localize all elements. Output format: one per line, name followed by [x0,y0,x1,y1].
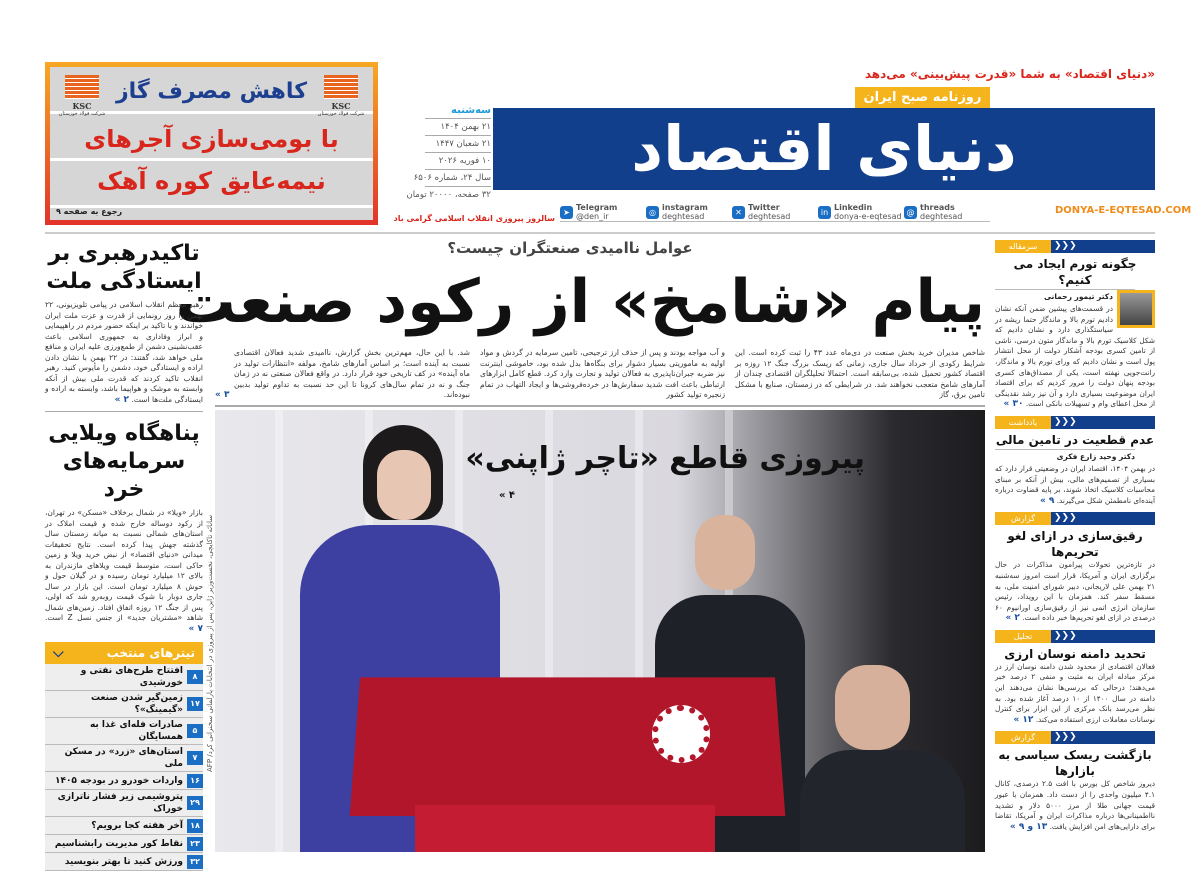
lunar-date: ۲۱ شعبان ۱۴۴۷ [425,135,491,152]
page-number: ۸ [187,670,203,684]
opinion-section [995,512,1155,624]
page-number: ۱۷ [187,697,203,711]
section-label: ❯❯❯ گزارش [995,512,1155,525]
social-linkedin[interactable]: in Linkedin donya-e-eqtesad [818,203,904,222]
photo-page-ref[interactable]: ۴ » [498,490,515,501]
chevrons-icon: ❯❯❯ [1051,240,1155,253]
page-number: ۳۲ [187,855,203,869]
photo-headline[interactable]: پیروزی قاطع «تاچر ژاپنی» [465,441,865,476]
selected-headlines-title: تیترهای منتخب ⌵ [45,642,203,664]
social-twitter[interactable]: ✕ Twitter deghtesad [732,203,818,222]
anniversary-note: سالروز پیروزی انقلاب اسلامی گرامی باد [393,214,555,223]
ad-ref: رجوع به صفحه ۹ [56,207,123,216]
opinion-section [995,731,1155,832]
headline-text: افتتاح طرح‌های نفتی و خورشیدی [80,666,183,688]
podium [350,677,786,816]
chevrons-icon: ❯❯❯ [1051,512,1155,525]
selected-headline-item[interactable] [45,835,203,853]
author: دکتر وحید زارع فکری [995,449,1135,462]
person-suit [800,750,965,852]
selected-headline-item[interactable] [45,853,203,871]
price: ۳۲ صفحه، ۲۰۰۰۰ تومان [425,186,491,203]
page-number: ۷ [187,751,203,765]
headline-text: واردات خودرو در بودجه ۱۴۰۵ [54,775,183,786]
social-instagram[interactable]: ◎ instagram deghtesad [646,203,732,222]
right-column [995,240,1155,838]
story-body: فعالان اقتصادی از محدود شدن دامنه نوسان ارز در مرکز مبادله ایران به مثبت و منفی ۲ درصد خبر می‌دهند؛ درحالی که بررسی‌ها نشان می‌دهند این دامنه در سال ۱۴۰۰ از ۱۰ درصد آغاز شده بود. به نظر می‌رسد بانک مرکزی از این ابزار برای کنترل نوسانات معاملات ارزی استفاده می‌کند. ۱۲ » [995,661,1156,725]
story-headline[interactable]: چگونه تورم ایجاد می کنیم؟ [1013,257,1137,287]
page-ref[interactable]: ۷ » [188,623,203,634]
story-body: رهبر معظم انقلاب اسلامی در پیامی تلویزیونی، ۲۲ بهمن را روز رونمایی از قدرت و عزت ملت ایران خواندند و با تاکید بر اینکه حضور مردم در راهپیمایی و ابراز وفاداری به جمهوری اسلامی باعث عقب‌نشینی دشمن از طمع‌ورزی علیه ایران و منافع ملی خواهد شد، گفتند: در ۲۲ بهمن با نشان دادن اراده و ایستادگی خود، دشمن را مأیوس کنید. رهبر انقلاب تاکید کردند که قدرت ملی بیش از آنکه وابسته به موشک و هواپیما باشد، وابسته به اراده و ایستادگی ملت‌ها است. ۲ » [45,300,203,405]
main-photo[interactable] [215,410,985,852]
page-number: ۱۶ [187,774,203,788]
left-column [45,240,203,871]
headline-text: نقاط کور مدیریت رابشناسیم [54,838,183,849]
solar-date: ۲۱ بهمن ۱۴۰۴ [425,118,491,135]
instagram-icon: ◎ [646,206,659,219]
selected-headline-item[interactable] [45,718,203,745]
ksc-logo: KSC شرکت فولاد خوزستان [315,75,367,118]
story-headline[interactable]: بازگشت ریسک سیاسی به بازارها [998,748,1152,779]
story-body: بازار «ویلا» در شمال برخلاف «مسکن» در تهران، از رکود دوساله خارج شده و قیمت املاک در استان‌های شمالی نسبت به میانه زمستان سال گذشته جهش پیدا کرده است. نتایج تحقیقات میدانی «دنیای اقتصاد» از نبض خرید ویلا و زمین حاکی است، متوسط قیمت ویلاهای مازندران به بالای ۱۲ میلیارد تومان رسیده و در گیلان حول و حوش ۸ میلیارد تومان است. این بازار در سال جاری دوبار با شوک قیمت روبه‌رو شد که اولی، پس از جنگ ۱۲ روزه اتفاق افتاد. زمین‌های شمال شاهد «مشتریان جدید» از جنس نسل Z است. ۷ » [45,508,204,634]
selected-headline-item[interactable] [45,790,203,817]
section-label: ❯❯❯ یادداشت [995,416,1155,429]
person-face [695,515,755,590]
website-link[interactable]: DONYA-E-EQTESAD.COM [1055,205,1192,216]
ad-line: کاهش مصرف گاز [116,79,307,104]
selected-headline-item[interactable] [45,664,203,691]
chevrons-icon: ❯❯❯ [1051,630,1155,643]
threads-icon: @ [904,206,917,219]
headline-text: ورزش کنید تا بهتر بنویسید [64,856,183,867]
selected-headline-item[interactable] [45,745,203,772]
page-number: ۵ [187,724,203,738]
opinion-section [995,630,1155,726]
story-headline[interactable]: عدم قطعیت در تامین مالی [995,432,1155,447]
newspaper-logo[interactable]: دنیای اقتصاد [631,112,1017,185]
selected-headline-item[interactable] [45,691,203,718]
page-ref[interactable]: ۳ » [215,390,230,400]
story-headline[interactable]: تحدید دامنه نوسان ارزی [1004,646,1146,661]
story-headline[interactable]: رقیق‌سازی در ازای لغو تحریم‌ها [1007,529,1143,560]
page-ref[interactable]: ۳۰ » [1003,399,1024,410]
author: دکتر تیمور رحمانی [995,289,1135,302]
page-ref[interactable]: ۹ » [1039,495,1055,506]
selected-headline-item[interactable] [45,772,203,790]
page-number: ۲۳ [187,837,203,851]
person-face [377,450,431,520]
story-body: دیروز شاخص کل بورس با افت ۲.۵ درصدی، کانال ۴.۱ میلیون واحدی را از دست داد. همزمان با عبور قیمت جهانی طلا از مرز ۵۰۰۰ دلار و تشدید نااطمینانی‌ها درباره مذاکرات ایران و آمریکا، تقاضا برای دارایی‌های امن افزایش یافت. ۱۳ و ۹ » [995,779,1155,832]
main-headline[interactable]: پیام «شامخ» از رکود صنعت [175,267,985,337]
person-face [835,665,910,750]
selected-headline-item[interactable] [45,817,203,835]
opinion-section [995,416,1155,506]
page-ref[interactable]: ۲ » [1005,613,1020,624]
page-number: ۲۹ [187,796,203,810]
chrysanthemum-emblem [652,705,710,763]
chevrons-icon: ❯❯❯ [1051,731,1155,744]
issue-number: سال ۲۴، شماره ۶۵۰۶ [425,169,491,186]
x-icon: ✕ [732,206,745,219]
divider [215,405,985,407]
headline-text: آخر هفته کجا برویم؟ [91,820,183,831]
headline-text: صادرات فله‌ای غذا به همسایگان [89,720,183,742]
divider [45,411,203,412]
story-body: در بهمن ۱۴۰۴، اقتصاد ایران در وضعیتی قرار دارد که بسیاری از تصمیم‌های مالی، بیش از آنکه بر مبنای محاسبات کلاسیک اتخاذ شوند، بر پایه قضاوت درباره آینده‌ای نامطمئن شکل می‌گیرند. ۹ » [995,463,1155,506]
section-label: ❯❯❯ گزارش [995,731,1155,744]
headline-text: استان‌های «زرد» در مسکن ملی [64,747,183,769]
kicker: عوامل ناامیدی صنعتگران چیست؟ [447,239,693,257]
ad-line: نیمه‌عایق کوره آهک [97,167,326,195]
ad-line: با بومی‌سازی آجرهای [84,125,339,153]
headline-text: زمین‌گیر شدن صنعت «گیمینگ»؟ [90,693,183,715]
opinion-section [995,240,1155,410]
divider [45,232,1155,234]
section-label: ❯❯❯ سرمقاله [995,240,1155,253]
date-box [406,104,491,203]
story-headline[interactable]: تاکیدرهبری بر ایستادگی ملت [46,241,202,294]
telegram-icon: ➤ [560,206,573,219]
social-links [560,203,990,222]
story-body: در قسمت‌های پیشین ضمن آنکه نشان دادیم تورم بالا و ماندگار حتما ریشه در سیاستگذاری دارد و نشان دادیم که شکل کلاسیک تورم بالا و ماندگار متون درسی، ناشی از تامین کسری بودجه آشکار دولت از محل انتشار پول است و نشان دادیم که ورای تورم بالا و ماندگار، رانت‌جویی نهفته است، یکی از مصداق‌های کسری بودجه پنهان دولت را مرور کردیم که برای اقتصاد ایران موضوعیت بسیاری دارد و آن نیز رشد نقدینگی از محل اعطای وام و تسهیلات بانکی است. ۳۰ » [995,304,1155,410]
photo-caption: سانائه تاکایچی، نخست‌وزیر ژاپن، پس از پیروزی در انتخابات پارلمانی سخنرانی کرد/ AFP [206,515,214,773]
ksc-logo: KSC شرکت فولاد خوزستان [56,75,108,118]
body-column: شاخص مدیران خرید بخش صنعت در دی‌ماه عدد ۴۳ را ثبت کرده است. این شرایط رکودی از خرداد سال جاری، زمانی که ریسک بزرگ جنگ ۱۲ روزه بر اقتصاد کشور تحمیل شده، بی‌سابقه است. احتمالا تحلیلگران اقتصادی چندان از آمارهای شامخ متعجب نخواهند شد. در شرایطی که در زمستان، صنایع با مشکل تامین برق، گاز [735,348,985,399]
podium-base [415,805,715,852]
slogan: «دنیای اقتصاد» به شما «قدرت پیش‌بینی» می‌دهد [864,67,1155,81]
page-number: ۱۸ [187,819,203,833]
social-threads[interactable]: @ threads deghtesad [904,203,990,222]
gregorian-date: ۱۰ فوریه ۲۰۲۶ [425,152,491,169]
selected-headlines [45,642,203,871]
tagline: روزنامه صبح ایران [855,87,990,108]
ad-banner[interactable] [45,62,378,225]
chevrons-icon: ❯❯❯ [1051,416,1155,429]
story-body: در تازه‌ترین تحولات پیرامون مذاکرات در حال برگزاری ایران و آمریکا، قرار است امروز سه‌شنبه ۲۱ بهمن علی لاریجانی، دبیر شورای امنیت ملی، به مسقط سفر کند. همزمان با این رویداد، رئیس سازمان انرژی اتمی نیز از رقیق‌سازی اورانیوم ۶۰ درصدی در ازای لغو تحریم‌ها خبر داده است. ۲ » [995,560,1155,624]
section-label: ❯❯❯ تحلیل [995,630,1155,643]
story-headline[interactable]: پناهگاه ویلایی سرمایه‌های خرد [48,421,200,502]
social-telegram[interactable]: ➤ Telegram @den_ir [560,203,646,222]
page-ref[interactable]: ۱۳ و ۹ » [1009,821,1048,832]
chevron-down-icon: ⌵ [53,645,64,661]
linkedin-icon: in [818,206,831,219]
page-ref[interactable]: ۱۲ » [1013,714,1034,725]
headline-text: پتروشیمی زیر فشار ناترازی خوراک [57,792,183,814]
weekday: سه‌شنبه [451,105,491,116]
body-column: و آب مواجه بودند و پس از حذف ارز ترجیحی، تامین سرمایه در گردش و مواد اولیه به ماموریتی بسیار دشوار برای بنگاه‌ها بدل شده بود، خاموشی اینترنت نیز ضربه جبران‌ناپذیری به فعالان تولید و تجارت وارد کرد. قطع کامل ابزارهای ارتباطی باعث افت شدید سفارش‌ها در خرده‌فروشی‌ها و ایجاد التهاب در تمام زنجیره تولید کشور [480,348,725,399]
author-photo [1117,290,1155,328]
page-ref[interactable]: ۲ » [114,394,130,405]
body-column: شد. با این حال، مهم‌ترین بخش گزارش، ناامیدی شدید فعالان اقتصادی نسبت به آینده است؛ بر اساس آمارهای شامخ، مولفه «انتظارات تولید در ماه آینده» در کف تاریخی خود قرار دارد. در واقع فعالان صنعتی نه در زمان جنگ و نه در تمام سال‌های کرونا تا این حد نسبت به تداوم تولید بدبین نبوده‌اند. [234,348,470,399]
